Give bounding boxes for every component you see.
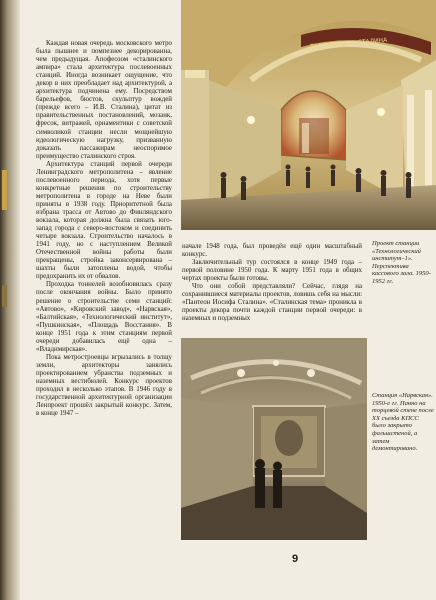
photo-narvskaya-station	[181, 338, 367, 540]
paragraph: Каждая новая очередь московского метро была пышнее и помпезнее декорированна, чем предыдущая. Апофеозом «сталинского ампира» стала архитектура послевоенных станций. Иногда возникает ощущение, что декор в них преобладает над архитектурой, а архитектура подчинена ему. Посредством барельефов, бюстов, скульптур вождей (прежде всего – И.В. Сталина), цитат из правительственных постановлений, мозаик, фресок, витражей, орнаментики с советской символикой станции несли мощнейшую идеологическую нагрузку, призванную доказать пассажирам неоспоримое преимущество сталинского строя.	[36, 40, 172, 160]
article-column-2a	[182, 243, 362, 283]
page-number: 9	[292, 553, 299, 565]
paragraph: Архитектура станций первой очереди Ленинградского метрополитена – явление послевоенного периода, хотя первые конкретные решения по строительству метрополитена в городе на Неве были приняты в 1938 году. Приоритетной была избрана трасса от Автово до Финляндского вокзала, которая должна была связать юго-запад города с северо-востоком и соединить четыре вокзала. Строительство началось в 1941 году, но с наступлением Великой Отечественной войны работы были прекращены, стройка законсервирована – шахты были затоплены водой, чтобы предохранить их от обвалов.	[36, 160, 172, 281]
paragraph: Что они собой представляли? Сейчас, глядя на сохранившиеся материалы проектов, ловишь себя на мысли: «Пантеон Иосифа Сталина». «Сталинская тема» проникла в проекты декора почти каждой станции первой очереди: в наземных и подземных	[182, 283, 362, 323]
paragraph: Пока метростроевцы вгрызались в толщу земли, архитекторы занялись проектированием убранства подземных и наземных вестибюлей. Конкурс проектов проходил в несколько этапов. В 1946 году в государственной архитектурной организации Ленпроект прошёл закрытый конкурс. Затем, в конце 1947 –	[36, 353, 172, 418]
caption-bottom-photo: Станция «Нарвская». 1950-е гг. Панно на торцевой стене после XX съезда КПСС было закрыто фальшстеной, а затем демонтировано.	[372, 392, 434, 453]
photo-technological-institute-hall	[181, 0, 436, 230]
page-edge-strip	[2, 170, 7, 210]
page-edge-strip	[2, 285, 7, 307]
paragraph: Проходка тоннелей возобновилась сразу после окончания войны. Было принято решение о строительстве семи станций: «Автово», «Кировский завод», «Нарвская», «Балтийская», «Технологический институт», «Пушкинская», «Площадь Восстания». В конце 1951 года к этим станциям первой очереди добавилась ещё одна – «Владимирская».	[36, 281, 172, 353]
article-column-2b	[182, 283, 362, 323]
caption-top-photo: Проект станции «Технологический институт–1». Перспектива кассового зала. 1950-1952 гг.	[372, 240, 431, 285]
paragraph: Заключительный тур состоялся в конце 1949 года – первой половине 1950 года. К марту 1951 года в общих чертах проекты были готовы.	[182, 259, 362, 283]
paragraph: начале 1948 года, был проведён ещё один масштабный конкурс.	[182, 243, 362, 259]
article-column-1	[36, 40, 172, 418]
banner-text: ДЕЛО ЛЕНИНА–СТАЛИНА	[309, 36, 388, 51]
